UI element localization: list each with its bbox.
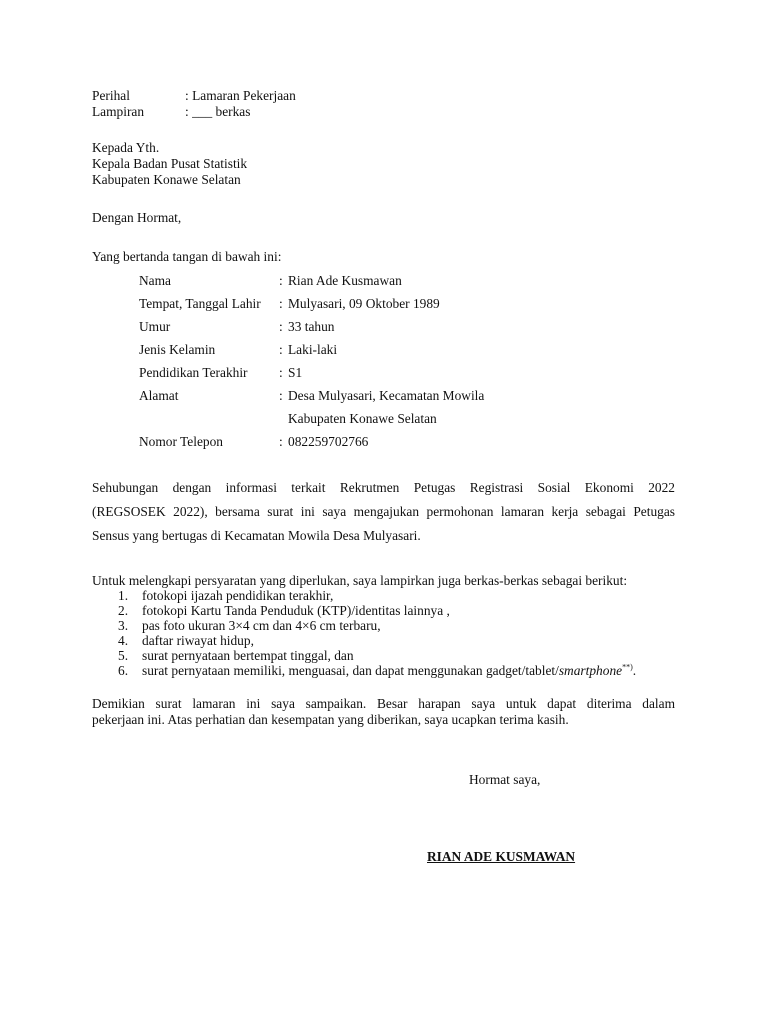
signature-name: RIAN ADE KUSMAWAN bbox=[427, 849, 576, 864]
field-value: Rian Ade Kusmawan bbox=[288, 273, 402, 288]
list-item-text: fotokopi ijazah pendidikan terakhir, bbox=[142, 588, 334, 603]
field-row-nama bbox=[139, 273, 559, 289]
field-value: 082259702766 bbox=[288, 434, 369, 449]
list-item-text: fotokopi Kartu Tanda Penduduk (KTP)/identitas lainnya , bbox=[142, 603, 450, 618]
lampiran-value: : ___ berkas bbox=[185, 104, 251, 119]
field-label: Alamat bbox=[139, 388, 179, 403]
list-item-text-italic: smartphone bbox=[558, 663, 623, 678]
field-colon: : bbox=[279, 319, 283, 334]
recipient-line-1: Kepada Yth. bbox=[92, 140, 160, 155]
closing-paragraph-line-2: pekerjaan ini. Atas perhatian dan kesempatan yang diberikan, saya ucapkan terima kasih. bbox=[92, 712, 569, 727]
field-label: Nomor Telepon bbox=[139, 434, 223, 449]
perihal-label: Perihal bbox=[92, 88, 130, 103]
field-value: Mulyasari, 09 Oktober 1989 bbox=[288, 296, 440, 311]
field-label: Tempat, Tanggal Lahir bbox=[139, 296, 261, 311]
field-row-pendidikan bbox=[139, 365, 559, 381]
field-colon: : bbox=[279, 273, 283, 288]
list-item-number: 5. bbox=[118, 648, 129, 663]
closing-paragraph-line-1: Demikian surat lamaran ini saya sampaikan. Besar harapan saya untuk dapat diterima dalam bbox=[92, 696, 675, 711]
field-colon: : bbox=[279, 296, 283, 311]
perihal-value: : Lamaran Pekerjaan bbox=[185, 88, 296, 103]
field-colon: : bbox=[279, 342, 283, 357]
field-value: Laki-laki bbox=[288, 342, 338, 357]
field-value-address-line-2: Kabupaten Konawe Selatan bbox=[288, 411, 437, 426]
attachments-intro: Untuk melengkapi persyaratan yang diperlukan, saya lampirkan juga berkas-berkas sebagai berikut: bbox=[92, 573, 628, 588]
field-row-telepon bbox=[139, 434, 559, 450]
list-item-text: daftar riwayat hidup, bbox=[142, 633, 254, 648]
field-colon: : bbox=[279, 365, 283, 380]
paragraph-1-line-1: Sehubungan dengan informasi terkait Rekrutmen Petugas Registrasi Sosial Ekonomi 2022 bbox=[92, 480, 675, 495]
footnote-marker: **) bbox=[622, 662, 633, 672]
field-colon: : bbox=[279, 434, 283, 449]
signature-closing: Hormat saya, bbox=[469, 772, 541, 787]
field-row-alamat bbox=[139, 388, 559, 404]
field-label: Pendidikan Terakhir bbox=[139, 365, 248, 380]
field-colon: : bbox=[279, 388, 283, 403]
paragraph-1-line-2: (REGSOSEK 2022), bersama surat ini saya mengajukan permohonan lamaran kerja sebagai Petugas bbox=[92, 504, 675, 519]
list-item-number: 3. bbox=[118, 618, 129, 633]
field-row-ttl bbox=[139, 296, 559, 312]
field-row-jenis-kelamin bbox=[139, 342, 559, 358]
lampiran-label: Lampiran bbox=[92, 104, 145, 119]
field-value: Desa Mulyasari, Kecamatan Mowila bbox=[288, 388, 485, 403]
list-item-text-end: . bbox=[632, 663, 637, 678]
field-row-alamat-cont bbox=[139, 411, 559, 427]
recipient-line-2: Kepala Badan Pusat Statistik bbox=[92, 156, 248, 171]
field-label: Jenis Kelamin bbox=[139, 342, 216, 357]
field-value: 33 tahun bbox=[288, 319, 335, 334]
list-item-text bbox=[142, 663, 636, 679]
intro-text: Yang bertanda tangan di bawah ini: bbox=[92, 249, 282, 264]
list-item-text: pas foto ukuran 3×4 cm dan 4×6 cm terbaru, bbox=[142, 618, 381, 633]
list-item-number: 4. bbox=[118, 633, 129, 648]
paragraph-1-line-3: Sensus yang bertugas di Kecamatan Mowila Desa Mulyasari. bbox=[92, 528, 421, 543]
recipient-line-3: Kabupaten Konawe Selatan bbox=[92, 172, 241, 187]
list-item-number: 1. bbox=[118, 588, 129, 603]
list-item-number: 2. bbox=[118, 603, 129, 618]
field-value: S1 bbox=[288, 365, 303, 380]
field-label: Umur bbox=[139, 319, 171, 334]
field-row-umur bbox=[139, 319, 559, 335]
greeting: Dengan Hormat, bbox=[92, 210, 182, 225]
list-item-text-main: surat pernyataan memiliki, menguasai, dan dapat menggunakan gadget/tablet/ bbox=[142, 663, 559, 678]
list-item-number: 6. bbox=[118, 663, 129, 678]
field-label: Nama bbox=[139, 273, 171, 288]
list-item-text: surat pernyataan bertempat tinggal, dan bbox=[142, 648, 354, 663]
